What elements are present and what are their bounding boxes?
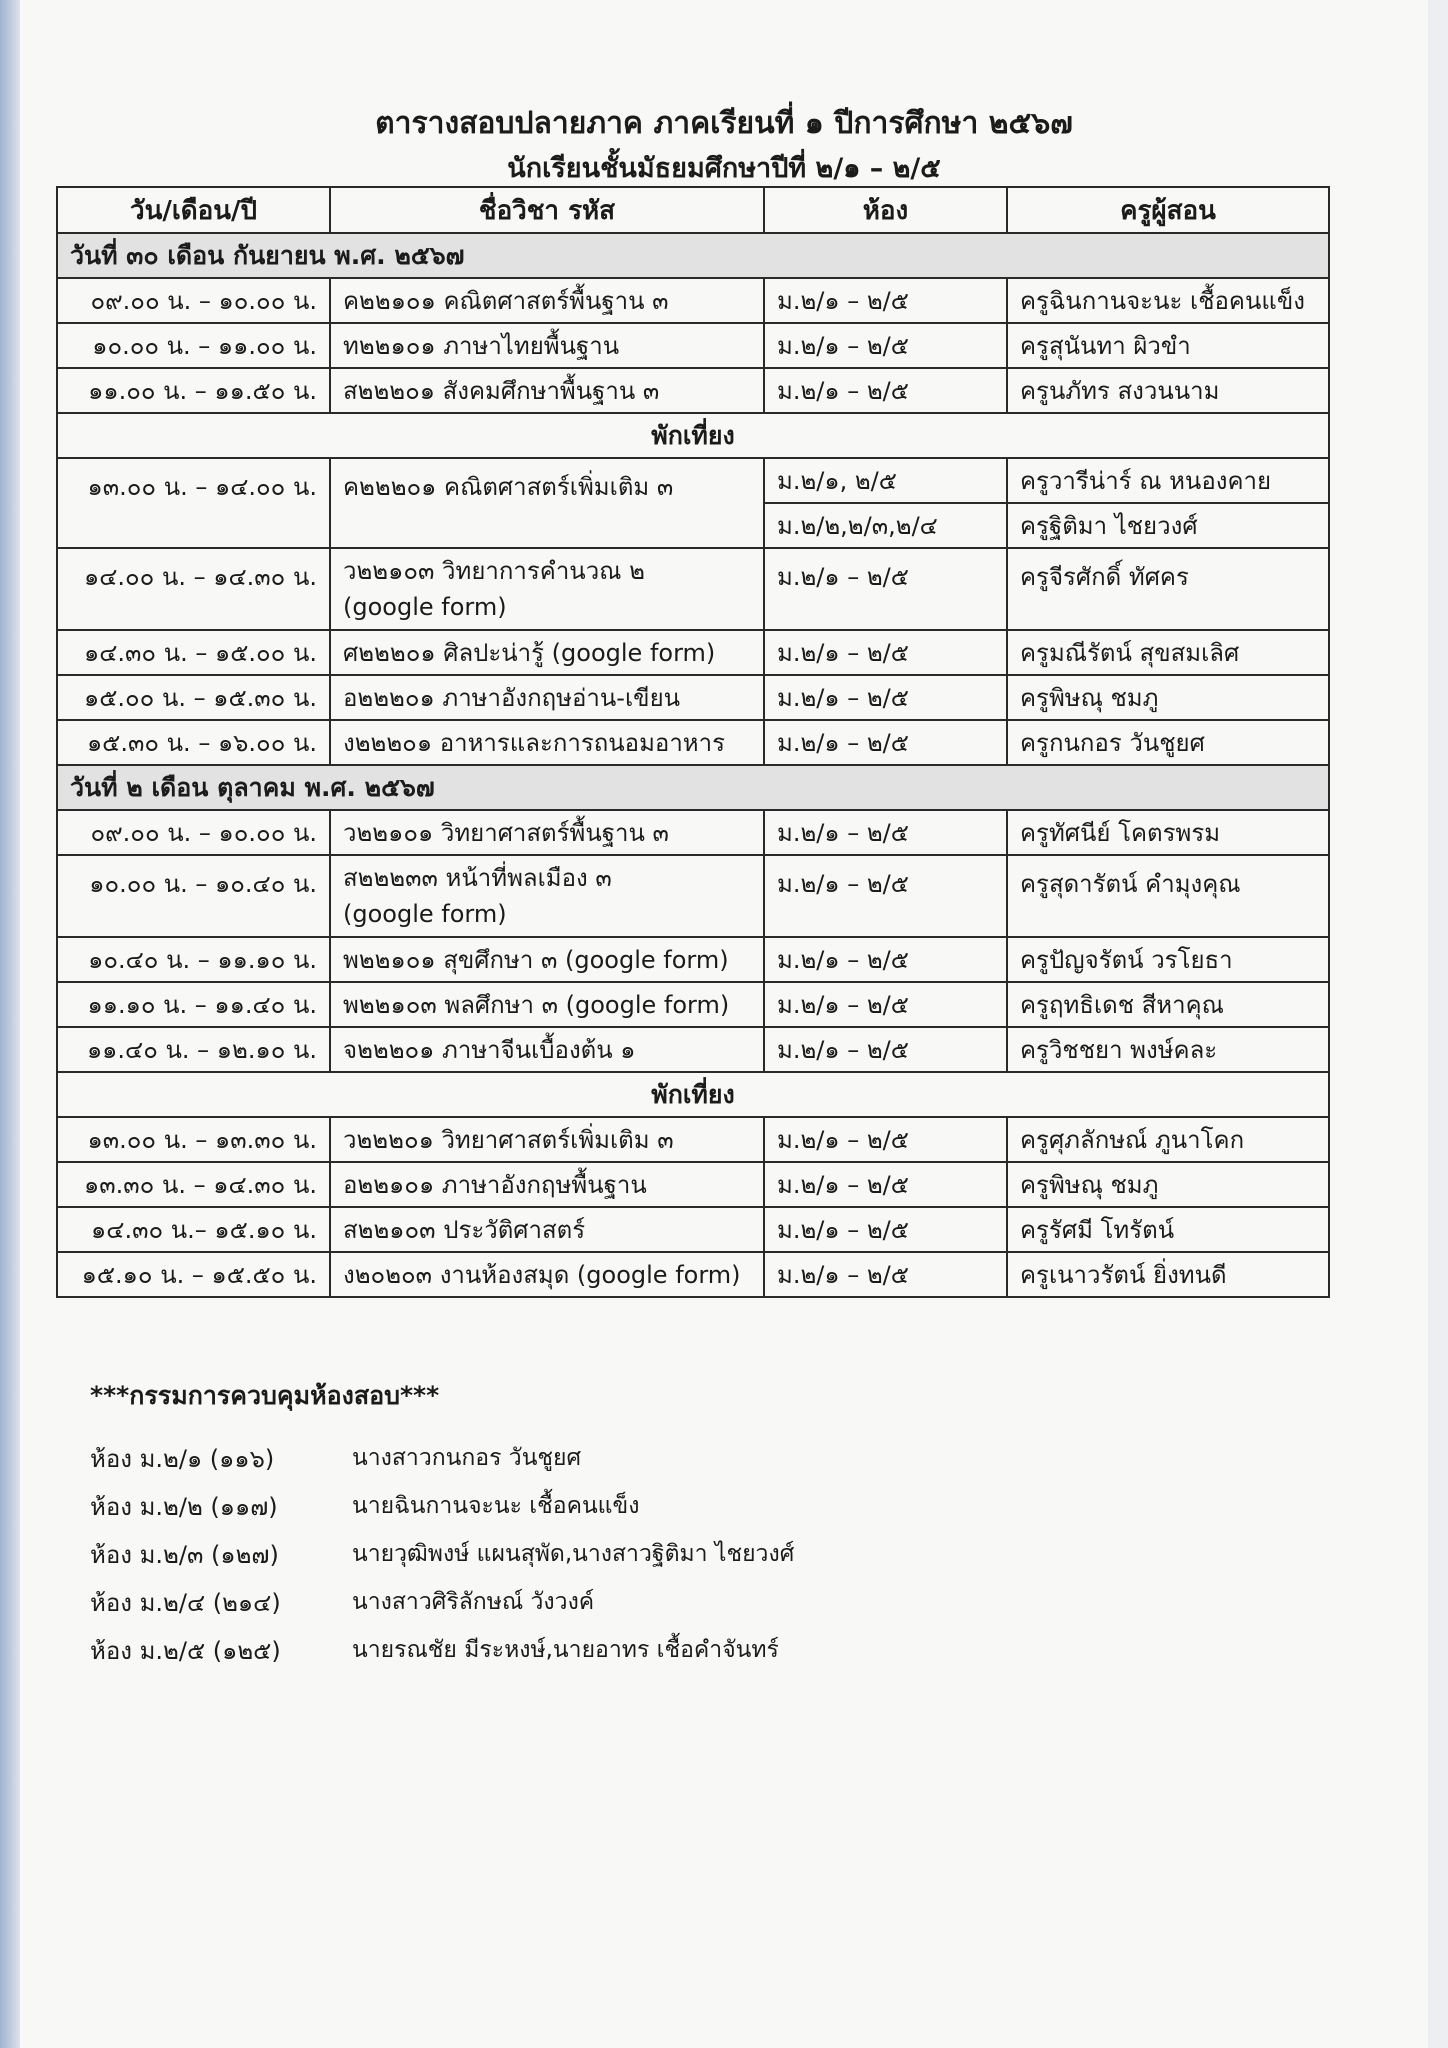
subject-cell: ว๒๒๒๐๑ วิทยาศาสตร์เพิ่มเติม ๓ — [330, 1117, 764, 1162]
room-cell: ม.๒/๑ – ๒/๕ — [764, 323, 1007, 368]
time-cell: ๑๔.๐๐ น. – ๑๔.๓๐ น. — [57, 548, 330, 630]
room-cell: ม.๒/๑, ๒/๕ — [764, 458, 1007, 503]
committee-room: ห้อง ม.๒/๓ (๑๒๗) — [90, 1540, 279, 1569]
table-row — [57, 368, 1329, 413]
day-row — [57, 233, 1329, 278]
committee-room: ห้อง ม.๒/๑ (๑๑๖) — [90, 1444, 275, 1473]
table-row — [57, 1252, 1329, 1297]
table-row — [57, 720, 1329, 765]
room-cell: ม.๒/๑ – ๒/๕ — [764, 1162, 1007, 1207]
subject-line: ส๒๒๒๓๓ หน้าที่พลเมือง ๓ — [343, 864, 612, 892]
subject-cell: ง๒๒๒๐๑ อาหารและการถนอมอาหาร — [330, 720, 764, 765]
time-cell: ๑๐.๐๐ น. – ๑๐.๔๐ น. — [57, 855, 330, 937]
exam-schedule-table — [56, 186, 1330, 1298]
header-date: วัน/เดือน/ปี — [57, 187, 330, 233]
table-row — [57, 323, 1329, 368]
teacher-cell: ครูเนาวรัตน์ ยิ่งทนดี — [1007, 1252, 1329, 1297]
time-cell: ๑๓.๐๐ น. – ๑๔.๐๐ น. — [57, 458, 330, 548]
teacher-cell: ครูกนกอร วันชูยศ — [1007, 720, 1329, 765]
table-row — [57, 548, 1329, 630]
committee-names: นางสาวกนกอร วันชูยศ — [352, 1445, 582, 1471]
proctor-committee — [90, 1376, 794, 1674]
teacher-cell: ครูสุนันทา ผิวขำ — [1007, 323, 1329, 368]
table-row — [57, 1207, 1329, 1252]
subject-cell: ส๒๒๑๐๓ ประวัติศาสตร์ — [330, 1207, 764, 1252]
table-row — [57, 937, 1329, 982]
page-subtitle: นักเรียนชั้นมัธยมศึกษาปีที่ ๒/๑ – ๒/๕ — [507, 153, 941, 184]
time-cell: ๑๓.๓๐ น. – ๑๔.๓๐ น. — [57, 1162, 330, 1207]
committee-names: นายวุฒิพงษ์ แผนสุพัด,นางสาวฐิติมา ไชยวงศ์ — [352, 1541, 795, 1567]
committee-room: ห้อง ม.๒/๔ (๒๑๔) — [90, 1588, 281, 1617]
teacher-cell: ครูทัศนีย์ โคตรพรม — [1007, 810, 1329, 855]
table-header-row — [57, 187, 1329, 233]
committee-names: นางสาวศิริลักษณ์ วังวงค์ — [352, 1589, 595, 1615]
table-row — [57, 810, 1329, 855]
room-cell: ม.๒/๑ – ๒/๕ — [764, 368, 1007, 413]
room-cell: ม.๒/๑ – ๒/๕ — [764, 278, 1007, 323]
time-cell: ๑๐.๔๐ น. – ๑๑.๑๐ น. — [57, 937, 330, 982]
room-cell: ม.๒/๑ – ๒/๕ — [764, 1027, 1007, 1072]
table-row — [57, 1162, 1329, 1207]
committee-title: ***กรรมการควบคุมห้องสอบ*** — [90, 1381, 440, 1410]
subject-line: (google form) — [343, 900, 507, 928]
teacher-cell: ครูนภัทร สงวนนาม — [1007, 368, 1329, 413]
committee-row — [90, 1530, 794, 1578]
time-cell: ๑๑.๔๐ น. – ๑๒.๑๐ น. — [57, 1027, 330, 1072]
table-row — [57, 458, 1329, 503]
lunch-break-row — [57, 1072, 1329, 1117]
subject-cell: ท๒๒๑๐๑ ภาษาไทยพื้นฐาน — [330, 323, 764, 368]
teacher-cell: ครูพิษณุ ชมภู — [1007, 1162, 1329, 1207]
lunch-break-label: พักเที่ยง — [57, 1072, 1329, 1117]
time-cell: ๑๑.๐๐ น. – ๑๑.๕๐ น. — [57, 368, 330, 413]
time-cell: ๑๑.๑๐ น. – ๑๑.๔๐ น. — [57, 982, 330, 1027]
subject-cell: ส๒๒๒๐๑ สังคมศึกษาพื้นฐาน ๓ — [330, 368, 764, 413]
time-cell: ๑๕.๐๐ น. – ๑๕.๓๐ น. — [57, 675, 330, 720]
lunch-break-label: พักเที่ยง — [57, 413, 1329, 458]
committee-room: ห้อง ม.๒/๒ (๑๑๗) — [90, 1492, 278, 1521]
subject-cell — [330, 548, 764, 630]
room-cell: ม.๒/๑ – ๒/๕ — [764, 1252, 1007, 1297]
committee-row — [90, 1578, 794, 1626]
committee-room: ห้อง ม.๒/๕ (๑๒๕) — [90, 1636, 281, 1665]
table-row — [57, 1027, 1329, 1072]
lunch-break-row — [57, 413, 1329, 458]
subject-cell: ง๒๐๒๐๓ งานห้องสมุด (google form) — [330, 1252, 764, 1297]
teacher-cell: ครูฐิติมา ไชยวงศ์ — [1007, 503, 1329, 548]
header-teacher: ครูผู้สอน — [1007, 187, 1329, 233]
subject-cell — [330, 855, 764, 937]
room-cell: ม.๒/๑ – ๒/๕ — [764, 1207, 1007, 1252]
subject-cell: อ๒๒๑๐๑ ภาษาอังกฤษพื้นฐาน — [330, 1162, 764, 1207]
teacher-cell: ครูวารีน่าร์ ณ หนองคาย — [1007, 458, 1329, 503]
header-subject: ชื่อวิชา รหัส — [330, 187, 764, 233]
time-cell: ๑๕.๓๐ น. – ๑๖.๐๐ น. — [57, 720, 330, 765]
room-cell: ม.๒/๑ – ๒/๕ — [764, 1117, 1007, 1162]
subject-line: (google form) — [343, 593, 507, 621]
subject-cell: ค๒๒๒๐๑ คณิตศาสตร์เพิ่มเติม ๓ — [330, 458, 764, 548]
time-cell: ๑๓.๐๐ น. – ๑๓.๓๐ น. — [57, 1117, 330, 1162]
table-row — [57, 982, 1329, 1027]
time-cell: ๐๙.๐๐ น. – ๑๐.๐๐ น. — [57, 278, 330, 323]
table-row — [57, 855, 1329, 937]
day-label: วันที่ ๒ เดือน ตุลาคม พ.ศ. ๒๕๖๗ — [57, 765, 1329, 810]
committee-names: นายรณชัย มีระหงษ์,นายอาทร เชื้อคำจันทร์ — [352, 1637, 779, 1663]
room-cell: ม.๒/๑ – ๒/๕ — [764, 630, 1007, 675]
room-cell: ม.๒/๑ – ๒/๕ — [764, 675, 1007, 720]
committee-row — [90, 1434, 794, 1482]
table-row — [57, 1117, 1329, 1162]
room-cell: ม.๒/๑ – ๒/๕ — [764, 937, 1007, 982]
table-row — [57, 630, 1329, 675]
page-title: ตารางสอบปลายภาค ภาคเรียนที่ ๑ ปีการศึกษา ๒๕๖๗ — [375, 106, 1073, 141]
committee-row — [90, 1626, 794, 1674]
teacher-cell: ครูฤทธิเดช สีหาคุณ — [1007, 982, 1329, 1027]
subject-cell: ว๒๒๑๐๑ วิทยาศาสตร์พื้นฐาน ๓ — [330, 810, 764, 855]
table-row — [57, 278, 1329, 323]
day-row — [57, 765, 1329, 810]
teacher-cell: ครูฉินกานจะนะ เชื้อคนแข็ง — [1007, 278, 1329, 323]
subject-line: ว๒๒๑๐๓ วิทยาการคำนวณ ๒ — [343, 557, 645, 585]
subject-cell: พ๒๒๑๐๑ สุขศึกษา ๓ (google form) — [330, 937, 764, 982]
room-cell: ม.๒/๑ – ๒/๕ — [764, 982, 1007, 1027]
committee-row — [90, 1482, 794, 1530]
teacher-cell: ครูมณีรัตน์ สุขสมเลิศ — [1007, 630, 1329, 675]
header-room: ห้อง — [764, 187, 1007, 233]
subject-cell: จ๒๒๒๐๑ ภาษาจีนเบื้องต้น ๑ — [330, 1027, 764, 1072]
teacher-cell: ครูวิชชยา พงษ์คละ — [1007, 1027, 1329, 1072]
committee-names: นายฉินกานจะนะ เชื้อคนแข็ง — [352, 1493, 640, 1519]
room-cell: ม.๒/๑ – ๒/๕ — [764, 720, 1007, 765]
teacher-cell: ครูจีรศักดิ์ ทัศคร — [1007, 548, 1329, 630]
room-cell: ม.๒/๑ – ๒/๕ — [764, 548, 1007, 630]
room-cell: ม.๒/๒,๒/๓,๒/๔ — [764, 503, 1007, 548]
time-cell: ๑๕.๑๐ น. – ๑๕.๕๐ น. — [57, 1252, 330, 1297]
subject-cell: อ๒๒๒๐๑ ภาษาอังกฤษอ่าน-เขียน — [330, 675, 764, 720]
subject-cell: พ๒๒๑๐๓ พลศึกษา ๓ (google form) — [330, 982, 764, 1027]
subject-cell: ค๒๒๑๐๑ คณิตศาสตร์พื้นฐาน ๓ — [330, 278, 764, 323]
scan-edge — [0, 0, 20, 2048]
table-row — [57, 675, 1329, 720]
teacher-cell: ครูรัศมี โทรัตน์ — [1007, 1207, 1329, 1252]
room-cell: ม.๒/๑ – ๒/๕ — [764, 855, 1007, 937]
teacher-cell: ครูสุดารัตน์ คำมุงคุณ — [1007, 855, 1329, 937]
time-cell: ๐๙.๐๐ น. – ๑๐.๐๐ น. — [57, 810, 330, 855]
subject-cell: ศ๒๒๒๐๑ ศิลปะน่ารู้ (google form) — [330, 630, 764, 675]
time-cell: ๑๔.๓๐ น. – ๑๕.๐๐ น. — [57, 630, 330, 675]
teacher-cell: ครูศุภลักษณ์ ภูนาโคก — [1007, 1117, 1329, 1162]
room-cell: ม.๒/๑ – ๒/๕ — [764, 810, 1007, 855]
day-label: วันที่ ๓๐ เดือน กันยายน พ.ศ. ๒๕๖๗ — [57, 233, 1329, 278]
teacher-cell: ครูพิษณุ ชมภู — [1007, 675, 1329, 720]
time-cell: ๑๐.๐๐ น. – ๑๑.๐๐ น. — [57, 323, 330, 368]
teacher-cell: ครูปัญจรัตน์ วรโยธา — [1007, 937, 1329, 982]
time-cell: ๑๔.๓๐ น.– ๑๕.๑๐ น. — [57, 1207, 330, 1252]
